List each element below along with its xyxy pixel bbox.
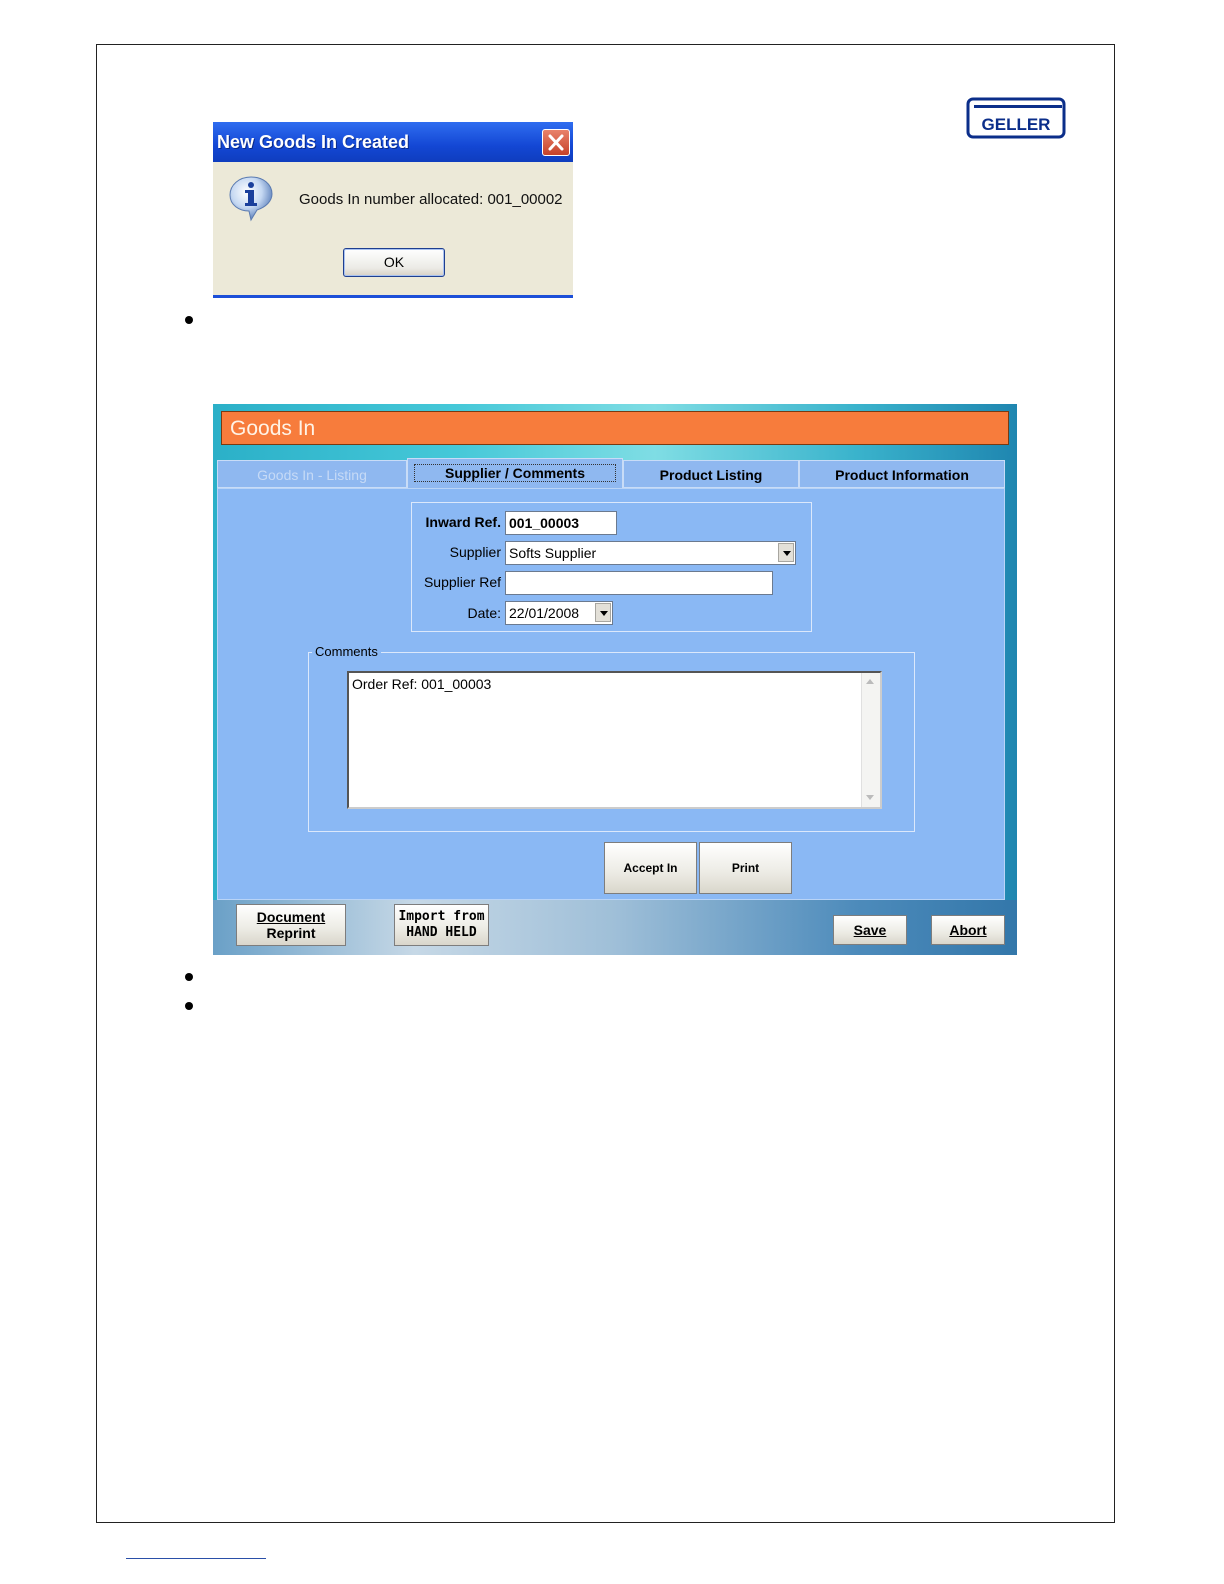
app-header <box>221 411 1009 445</box>
comments-legend: Comments <box>312 644 381 659</box>
inward-ref-field[interactable]: 001_00003 <box>505 511 617 535</box>
dialog-close-button[interactable] <box>542 129 570 156</box>
inward-ref-label: Inward Ref. <box>425 514 501 530</box>
supplier-value: Softs Supplier <box>509 545 597 561</box>
close-icon <box>543 130 569 155</box>
comments-textarea[interactable] <box>347 671 882 809</box>
supplier-select[interactable] <box>505 541 796 565</box>
tab-label: Product Information <box>835 467 969 483</box>
supplier-ref-field[interactable] <box>505 571 773 595</box>
print-button[interactable]: Print <box>699 842 792 894</box>
import-line2: HAND HELD <box>406 925 477 940</box>
document-reprint-button[interactable] <box>236 904 346 946</box>
accept-in-button[interactable]: Accept In <box>604 842 697 894</box>
date-picker[interactable] <box>505 601 613 625</box>
comments-scrollbar[interactable] <box>861 673 880 807</box>
date-label: Date: <box>467 605 501 621</box>
document-reprint-line1: Document <box>256 909 326 925</box>
supplier-comments-panel <box>217 488 1005 900</box>
scroll-up-icon[interactable] <box>863 675 878 690</box>
save-button[interactable]: Save <box>833 915 907 945</box>
tab-label: Supplier / Comments <box>414 464 616 482</box>
scroll-down-icon[interactable] <box>863 790 878 805</box>
tab-goods-in-listing[interactable] <box>217 460 407 488</box>
new-goods-in-dialog <box>213 122 573 298</box>
supplier-label: Supplier <box>449 544 501 560</box>
info-icon <box>227 174 275 222</box>
tab-label: Product Listing <box>659 467 763 483</box>
abort-button[interactable]: Abort <box>931 915 1005 945</box>
tab-product-listing[interactable] <box>623 460 799 488</box>
date-value: 22/01/2008 <box>509 605 580 621</box>
bullet <box>185 973 193 981</box>
tab-label: Goods In - Listing <box>257 467 367 483</box>
footnote-separator <box>126 1558 266 1559</box>
geller-logo <box>966 97 1066 139</box>
dialog-message: Goods In number allocated: 001_00002 <box>299 191 563 208</box>
supplier-ref-label: Supplier Ref <box>423 574 501 590</box>
chevron-down-icon[interactable] <box>778 543 794 562</box>
ok-button[interactable]: OK <box>343 248 445 277</box>
import-line1: Import from <box>398 909 485 924</box>
bullet <box>185 316 193 324</box>
tab-supplier-comments[interactable] <box>407 458 623 490</box>
comments-text: Order Ref: 001_00003 <box>352 676 492 692</box>
goods-in-window <box>213 404 1017 955</box>
dialog-titlebar <box>213 122 573 162</box>
app-title: Goods In <box>230 417 316 440</box>
chevron-down-icon[interactable] <box>595 603 611 622</box>
svg-text:GELLER: GELLER <box>981 115 1051 134</box>
document-reprint-line2: Reprint <box>266 925 316 941</box>
bullet <box>185 1002 193 1010</box>
import-hand-held-button[interactable] <box>394 904 489 946</box>
dialog-title: New Goods In Created <box>217 132 410 152</box>
tab-product-information[interactable] <box>799 460 1005 488</box>
